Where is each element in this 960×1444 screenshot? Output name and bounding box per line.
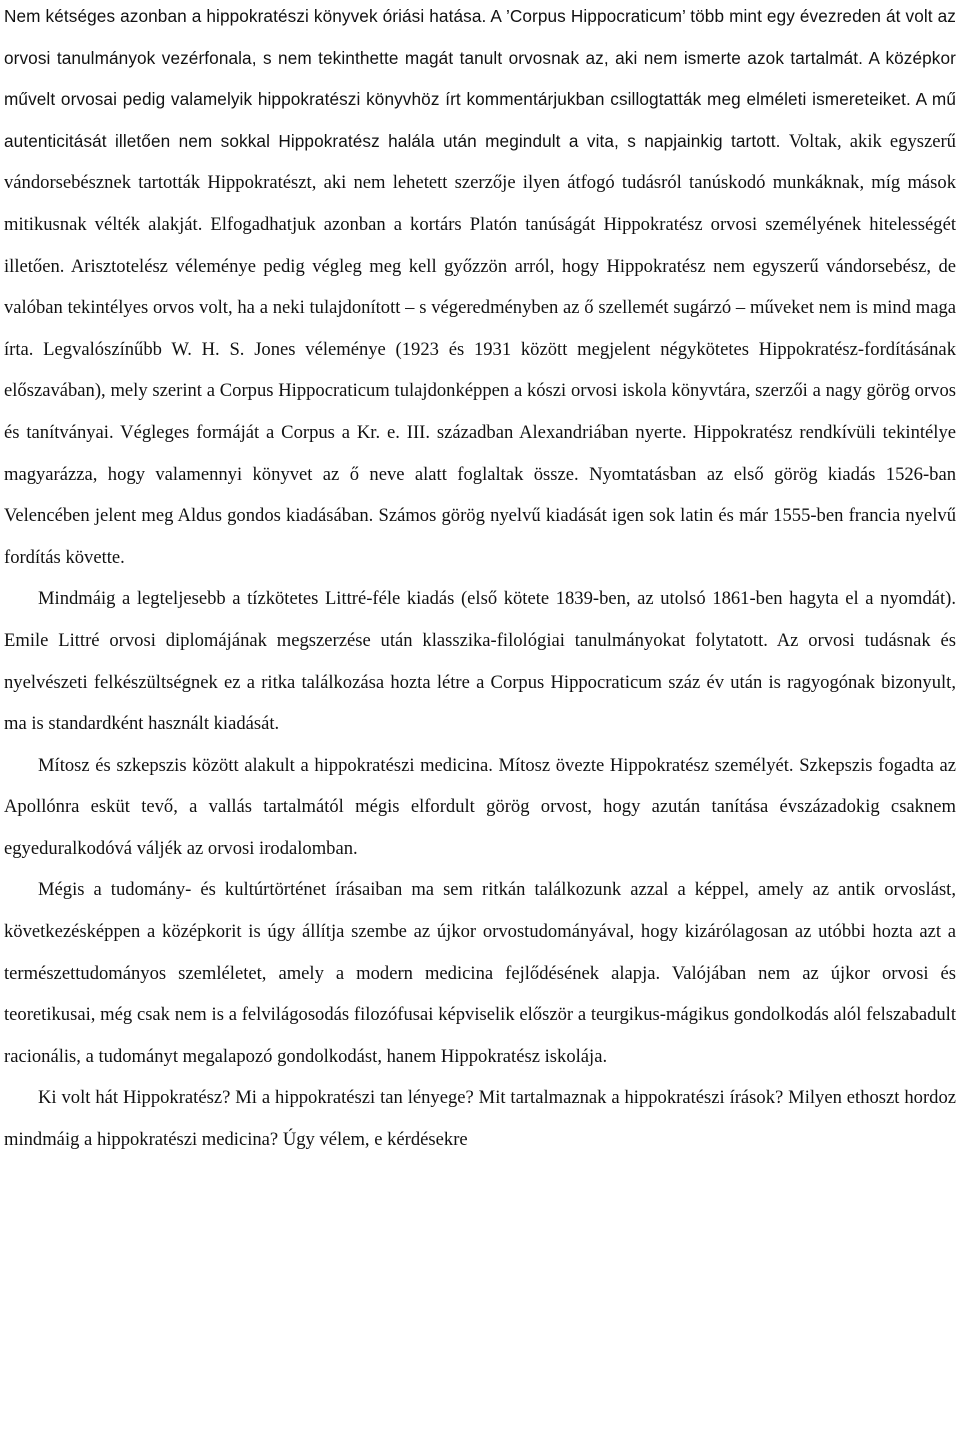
sentence-antique-medicine: Mégis a tudomány- és kultúrtörténet írásaiban ma sem ritkán találkozunk azzal a képpel, amely az antik orvoslást, következésképpen a középkorit is úgy állítja szembe az újkor orvostudományával, hogy kizárólagosan az utóbbi hozta azt a természettudományos szemléletet, amely a modern medicina fejlődésének alapja. Valójában nem az újkor orvosi és teoretikusai, még csak nem is a felvilágosodás filozófusai képviselik először a teurgikus-mágikus gondolkodás alól felszabadult racionális, a tudományt megalapozó gondolkodást, hanem Hippokratész iskolája. bbox=[4, 879, 956, 1067]
sentence-myth-skepsis: Mítosz és szkepszis között alakult a hippokratészi medicina. Mítosz övezte Hippokratész személyét. Szkepszis fogadta az Apollónra esküt tevő, a vallás tartalmától mégis elfordult görög orvost, hogy azután tanítása évszázadokig csaknem egyeduralkodóvá váljék az orvosi irodalomban. bbox=[4, 754, 956, 859]
document-body bbox=[4, 0, 956, 1161]
paragraph-littre-edition bbox=[4, 578, 956, 744]
sentence-questions: Ki volt hát Hippokratész? Mi a hippokratészi tan lényege? Mit tartalmaznak a hippokratészi írások? Milyen ethoszt hordoz mindmáig a hippokratészi medicina? Úgy vélem, e kérdésekre bbox=[4, 1087, 956, 1151]
paragraph-hippocratic-books bbox=[4, 0, 956, 578]
sentence-littre: Mindmáig a legteljesebb a tízkötetes Littré-féle kiadás (első kötete 1839-ben, az utolsó 1861-ben hagyta el a nyomdát). Emile Littré orvosi diplomájának megszerzése után klasszika-filológiai tanulmányokat folytatott. Az orvosi tudásnak és nyelvészeti felkészültségnek ez a ritka találkozása hozta létre a Corpus Hippocraticum száz év után is ragyogónak bizonyult, ma is standardként használt kiadását. bbox=[4, 588, 956, 735]
paragraph-questions bbox=[4, 1077, 956, 1160]
sentence-authorship-debate: Voltak, akik egyszerű vándorsebésznek tartották Hippokratészt, aki nem lehetett szerzője ilyen átfogó tudásról tanúskodó munkáknak, míg mások mitikusnak vélték alakját. Elfogadhatjuk azonban a kortárs Platón tanúságát Hippokratész orvosi személyének hitelességét illetően. Arisztotelész véleménye pedig végleg meg kell győzzön arról, hogy Hippokratész nem egyszerű vándorsebész, de valóban tekintélyes orvos volt, ha a neki tulajdonított – s végeredményben az ő szellemét sugárzó – műveket nem is mind maga írta. Legvalószínűbb W. H. S. Jones véleménye (1923 és 1931 között megjelent négykötetes Hippokratész-fordításának előszavában), mely szerint a Corpus Hippocraticum tulajdonképpen a kószi orvosi iskola könyvtára, szerzői a nagy görög orvos és tanítványai. Végleges formáját a Corpus a Kr. e. III. században Alexandriában nyerte. Hippokratész rendkívüli tekintélye magyarázza, hogy valamennyi könyvet az ő neve alatt foglaltak össze. Nyomtatásban az első görög kiadás 1526-ban Velencében jelent meg Aldus gondos kiadásában. Számos görög nyelvű kiadását igen sok latin és már 1555-ben francia nyelvű fordítás követte. bbox=[4, 130, 956, 568]
paragraph-antique-medicine bbox=[4, 869, 956, 1077]
paragraph-myth-skepsis bbox=[4, 745, 956, 870]
sentence-intro-sans: Nem kétséges azonban a hippokratészi könyvek óriási hatása. A ’Corpus Hippocraticum’ több mint egy évezreden át volt az orvosi tanulmányok vezérfonala, s nem tekinthette magát tanult orvosnak az, aki nem ismerte azok tartalmát. A középkor művelt orvosai pedig valamelyik hippokratészi könyvhöz írt kommentárjukban csillogtatták meg elméleti ismereteiket. A mű autenticitását illetően nem sokkal Hippokratész halála után megindult a vita, s napjainkig tartott. bbox=[4, 6, 956, 151]
